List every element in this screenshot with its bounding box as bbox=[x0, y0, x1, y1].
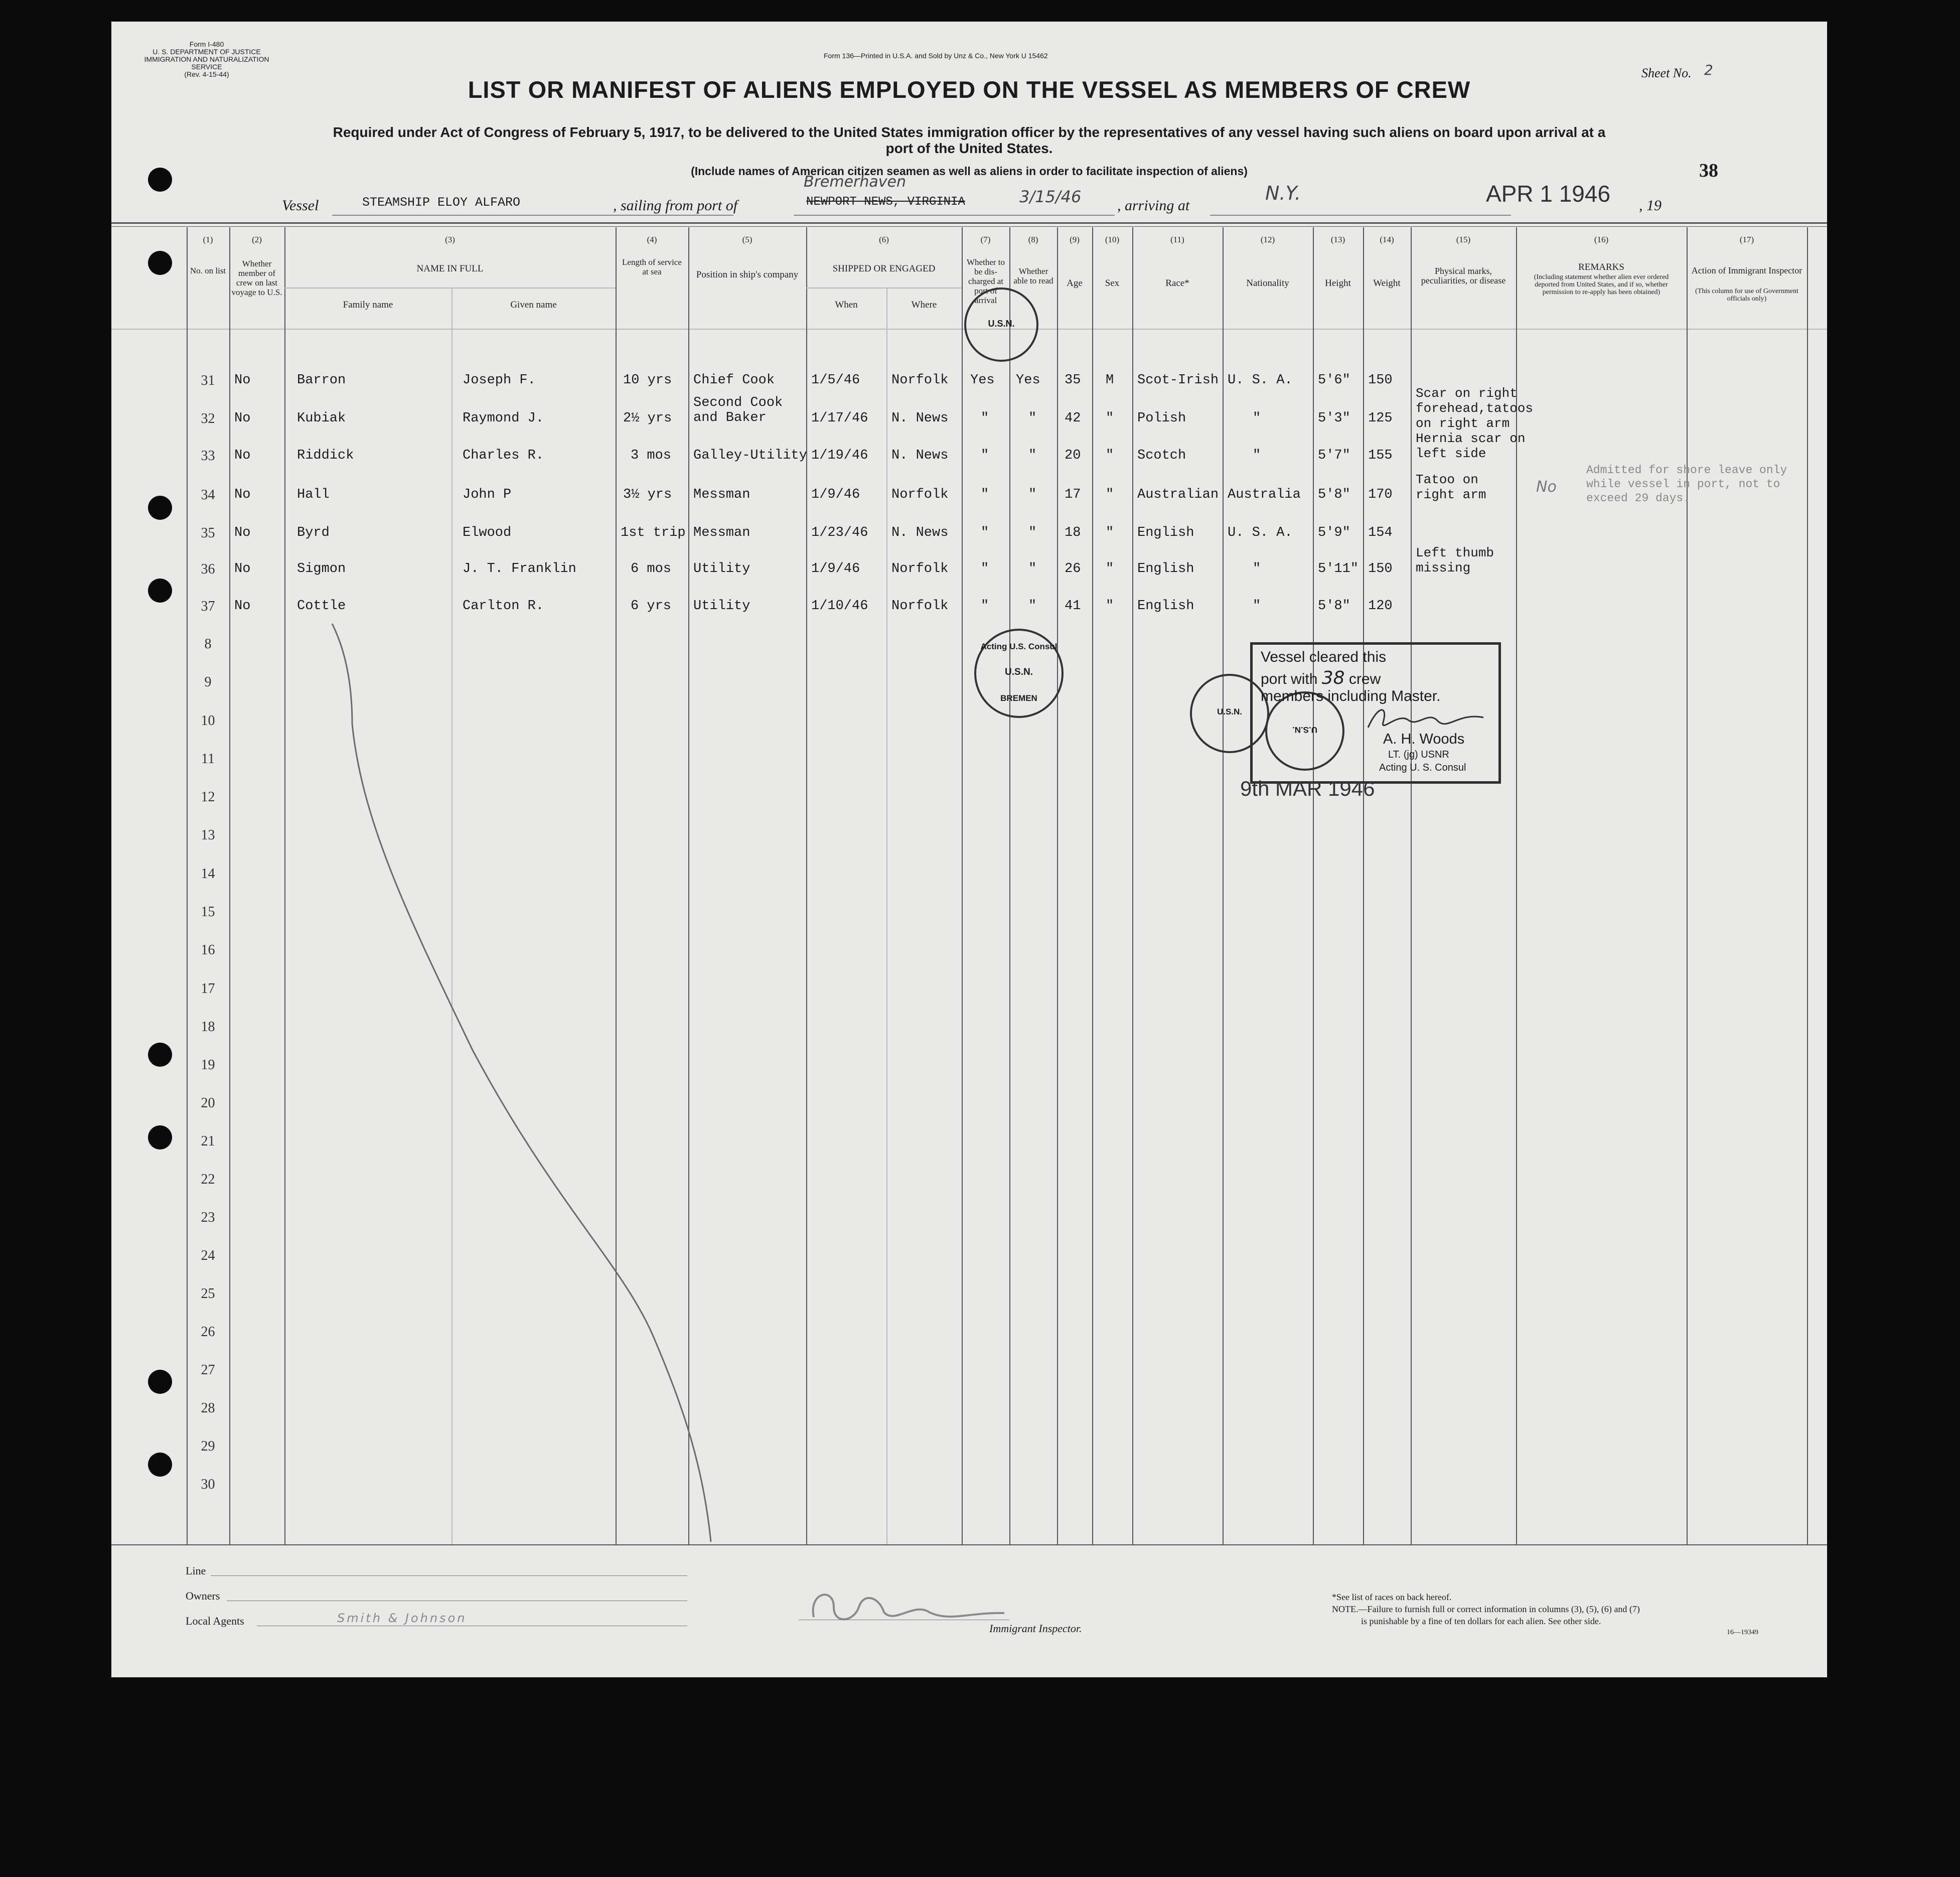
row-service: 6 mos bbox=[631, 561, 672, 576]
row-when: 1/9/46 bbox=[811, 561, 860, 576]
empty-row-number: 19 bbox=[201, 1057, 215, 1073]
physical-mark-line: Tatoo on bbox=[1416, 472, 1478, 487]
row-when: 1/19/46 bbox=[811, 448, 868, 463]
arrival-date-stamp: APR 1 1946 bbox=[1486, 181, 1611, 207]
empty-row-number: 23 bbox=[201, 1210, 215, 1225]
row-discharged: " bbox=[981, 411, 989, 426]
hdr-given-name: Given name bbox=[510, 300, 557, 310]
col-num-17: (17) bbox=[1739, 235, 1754, 244]
inspector-signature bbox=[804, 1577, 1014, 1632]
row-prior: No bbox=[234, 487, 251, 502]
row-position: Galley-Utility bbox=[693, 448, 807, 463]
hdr-position: Position in ship's company bbox=[696, 269, 799, 280]
col-num-14: (14) bbox=[1380, 235, 1394, 244]
vessel-name: STEAMSHIP ELOY ALFARO bbox=[362, 195, 521, 210]
hdr-name-in-full: NAME IN FULL bbox=[416, 263, 484, 274]
row-when: 1/9/46 bbox=[811, 487, 860, 502]
hdr-shipped: SHIPPED OR ENGAGED bbox=[832, 263, 936, 274]
consul-stamp-city: BREMEN bbox=[1000, 693, 1037, 703]
hdr-height: Height bbox=[1325, 278, 1351, 288]
row-age: 26 bbox=[1065, 561, 1081, 576]
row-prior: No bbox=[234, 448, 251, 463]
row-read: " bbox=[1028, 599, 1037, 614]
row-sex: " bbox=[1106, 411, 1114, 426]
empty-row-number: 11 bbox=[201, 751, 215, 767]
empty-row-number: 29 bbox=[201, 1438, 215, 1454]
hdr-remarks: REMARKS bbox=[1578, 262, 1624, 272]
footer-line-label: Line bbox=[186, 1564, 206, 1577]
row-race: English bbox=[1137, 561, 1194, 576]
consul-stamp-center: U.S.N. bbox=[1292, 725, 1318, 735]
remarks-no: No bbox=[1536, 478, 1557, 496]
row-prior: No bbox=[234, 373, 251, 388]
punch-hole bbox=[148, 1125, 172, 1149]
row-service: 6 yrs bbox=[631, 599, 672, 614]
punch-hole bbox=[148, 1370, 172, 1394]
row-age: 35 bbox=[1065, 373, 1081, 388]
row-family: Byrd bbox=[297, 525, 330, 540]
empty-row-number: 30 bbox=[201, 1477, 215, 1492]
row-nationality: " bbox=[1253, 448, 1261, 463]
row-no: 37 bbox=[201, 599, 215, 614]
row-no: 36 bbox=[201, 561, 215, 577]
row-position: Messman bbox=[693, 525, 750, 540]
service: IMMIGRATION AND NATURALIZATION SERVICE bbox=[144, 55, 269, 71]
row-given: Carlton R. bbox=[463, 599, 544, 614]
row-height: 5'11" bbox=[1318, 561, 1359, 576]
row-given: J. T. Franklin bbox=[463, 561, 576, 576]
col-num-13: (13) bbox=[1330, 235, 1345, 244]
col-num-8: (8) bbox=[1028, 235, 1038, 244]
row-read: " bbox=[1028, 411, 1037, 426]
hdr-remarks-note: (Including statement whether alien ever ordered deported from United States, and if so, whether permission to re-apply has been obtained) bbox=[1534, 273, 1669, 296]
consul-stamp bbox=[974, 629, 1064, 718]
hdr-length-service: Length of service at sea bbox=[622, 257, 682, 276]
row-prior: No bbox=[234, 599, 251, 614]
row-weight: 150 bbox=[1368, 373, 1393, 388]
row-nationality: U. S. A. bbox=[1228, 525, 1293, 540]
row-nationality: " bbox=[1253, 411, 1261, 426]
row-family: Barron bbox=[297, 373, 346, 388]
row-position: Chief Cook bbox=[693, 373, 775, 388]
footer-owners-label: Owners bbox=[186, 1590, 220, 1602]
row-no: 32 bbox=[201, 411, 215, 426]
hdr-where: Where bbox=[911, 300, 937, 310]
row-prior: No bbox=[234, 561, 251, 576]
hdr-physical: Physical marks, peculiarities, or disease bbox=[1421, 266, 1506, 285]
sailing-label: , sailing from port of bbox=[613, 197, 738, 214]
row-read: " bbox=[1028, 448, 1037, 463]
empty-row-number: 9 bbox=[204, 674, 212, 690]
row-weight: 125 bbox=[1368, 411, 1393, 426]
consul-stamp-center: U.S.N. bbox=[1217, 707, 1243, 716]
department: U. S. DEPARTMENT OF JUSTICE bbox=[153, 48, 261, 56]
clearance-count: 38 bbox=[1321, 668, 1345, 688]
officer-title: Acting U. S. Consul bbox=[1379, 762, 1466, 773]
footer-agents-label: Local Agents bbox=[186, 1615, 244, 1627]
row-sex: " bbox=[1106, 561, 1114, 576]
row-race: English bbox=[1137, 599, 1194, 614]
physical-mark-line: Left thumb bbox=[1416, 545, 1494, 560]
row-sex: " bbox=[1106, 448, 1114, 463]
row-sex: " bbox=[1106, 487, 1114, 502]
row-where: N. News bbox=[891, 525, 949, 540]
hdr-sex: Sex bbox=[1105, 278, 1120, 288]
physical-mark-line: forehead,tatoos bbox=[1416, 401, 1534, 416]
row-service: 3½ yrs bbox=[623, 487, 672, 502]
row-where: N. News bbox=[891, 448, 949, 463]
consul-stamp bbox=[964, 287, 1038, 362]
empty-row-number: 13 bbox=[201, 827, 215, 843]
row-family: Cottle bbox=[297, 599, 346, 614]
punch-hole bbox=[148, 168, 172, 192]
row-discharged: " bbox=[981, 599, 989, 614]
sheet-label: Sheet No. bbox=[1641, 66, 1692, 80]
col-num-2: (2) bbox=[252, 235, 262, 244]
row-weight: 150 bbox=[1368, 561, 1393, 576]
row-family: Hall bbox=[297, 487, 330, 502]
row-when: 1/10/46 bbox=[811, 599, 868, 614]
row-no: 31 bbox=[201, 373, 215, 388]
row-position: Utility bbox=[693, 561, 750, 576]
row-nationality: Australia bbox=[1228, 487, 1301, 502]
row-height: 5'6" bbox=[1318, 373, 1350, 388]
clearance-port-with: port with bbox=[1261, 671, 1318, 687]
row-given: Joseph F. bbox=[463, 373, 536, 388]
empty-row-number: 25 bbox=[201, 1286, 215, 1302]
col-num-9: (9) bbox=[1070, 235, 1080, 244]
hdr-family-name: Family name bbox=[343, 300, 393, 310]
physical-mark-line: right arm bbox=[1416, 487, 1486, 502]
empty-row-number: 10 bbox=[201, 713, 215, 729]
arriving-label: , arriving at bbox=[1117, 197, 1190, 214]
row-discharged: Yes bbox=[970, 373, 995, 388]
row-given: John P bbox=[463, 487, 512, 502]
row-weight: 120 bbox=[1368, 599, 1393, 614]
officer-name: A. H. Woods bbox=[1383, 731, 1465, 747]
row-when: 1/17/46 bbox=[811, 411, 868, 426]
empty-row-number: 17 bbox=[201, 981, 215, 996]
shore-leave-line: while vessel in port, not to bbox=[1586, 478, 1780, 491]
page-title: LIST OR MANIFEST OF ALIENS EMPLOYED ON THE VESSEL AS MEMBERS OF CREW bbox=[468, 76, 1471, 103]
hdr-race: Race* bbox=[1165, 278, 1189, 288]
clearance-line-1: Vessel cleared this bbox=[1261, 649, 1387, 665]
empty-row-number: 20 bbox=[201, 1095, 215, 1111]
empty-row-number: 8 bbox=[204, 636, 212, 652]
row-weight: 155 bbox=[1368, 448, 1393, 463]
row-race: English bbox=[1137, 525, 1194, 540]
shore-leave-line: Admitted for shore leave only bbox=[1586, 464, 1787, 477]
footer-notes bbox=[1332, 1591, 1640, 1627]
row-family: Sigmon bbox=[297, 561, 346, 576]
row-prior: No bbox=[234, 411, 251, 426]
col-num-6: (6) bbox=[879, 235, 889, 244]
hdr-action-note: (This column for use of Government officials only) bbox=[1695, 287, 1798, 303]
page-number: 38 bbox=[1699, 160, 1718, 181]
sheet-number: 2 bbox=[1704, 62, 1713, 78]
row-nationality: " bbox=[1253, 599, 1261, 614]
hdr-weight: Weight bbox=[1373, 278, 1401, 288]
officer-rank: LT. (jg) USNR bbox=[1388, 749, 1449, 760]
physical-mark-line: Scar on right bbox=[1416, 386, 1518, 401]
row-sex: " bbox=[1106, 599, 1114, 614]
row-service: 1st trip bbox=[621, 525, 686, 540]
row-prior: No bbox=[234, 525, 251, 540]
row-weight: 154 bbox=[1368, 525, 1393, 540]
pen-stroke bbox=[111, 22, 1827, 1677]
row-position: Second Cook and Baker bbox=[693, 395, 783, 425]
empty-row-number: 15 bbox=[201, 904, 215, 920]
row-height: 5'3" bbox=[1318, 411, 1350, 426]
col-num-1: (1) bbox=[203, 235, 213, 244]
row-race: Polish bbox=[1137, 411, 1186, 426]
arrival-port: N.Y. bbox=[1265, 182, 1301, 204]
row-nationality: " bbox=[1253, 561, 1261, 576]
row-sex: M bbox=[1106, 373, 1114, 388]
punch-hole bbox=[148, 579, 172, 603]
row-discharged: " bbox=[981, 561, 989, 576]
row-where: N. News bbox=[891, 411, 949, 426]
col-num-4: (4) bbox=[647, 235, 657, 244]
physical-mark-line: missing bbox=[1416, 560, 1471, 575]
row-age: 18 bbox=[1065, 525, 1081, 540]
row-read: " bbox=[1028, 561, 1037, 576]
col-num-12: (12) bbox=[1260, 235, 1275, 244]
form-number: Form I-480 bbox=[189, 40, 224, 48]
manifest-page bbox=[111, 22, 1827, 1677]
port-printed: NEWPORT NEWS, VIRGINIA bbox=[806, 195, 965, 209]
clearance-stamp bbox=[1250, 642, 1501, 784]
empty-row-number: 27 bbox=[201, 1362, 215, 1378]
punch-hole bbox=[148, 251, 172, 275]
row-discharged: " bbox=[981, 448, 989, 463]
footer-line-rule bbox=[211, 1575, 687, 1576]
col-num-3: (3) bbox=[445, 235, 455, 244]
col-num-10: (10) bbox=[1105, 235, 1120, 244]
physical-mark-line: left side bbox=[1416, 446, 1486, 461]
date-stamp: 9th MAR 1946 bbox=[1240, 777, 1375, 800]
inspector-label: Immigrant Inspector. bbox=[989, 1622, 1082, 1635]
row-where: Norfolk bbox=[891, 599, 949, 614]
row-age: 17 bbox=[1065, 487, 1081, 502]
row-read: Yes bbox=[1016, 373, 1040, 388]
row-no: 34 bbox=[201, 487, 215, 503]
empty-row-number: 16 bbox=[201, 942, 215, 958]
consul-stamp-ring: Acting U.S. Consul bbox=[980, 642, 1058, 651]
punch-hole bbox=[148, 1453, 172, 1477]
row-service: 3 mos bbox=[631, 448, 672, 463]
row-when: 1/5/46 bbox=[811, 373, 860, 388]
subtitle-line-1: Required under Act of Congress of February 5, 1917, to be delivered to the United States immigration officer by the representatives of any vessel having such aliens on board upon arrival at a bbox=[333, 124, 1606, 140]
row-race: Australian bbox=[1137, 487, 1219, 502]
physical-mark-line: Hernia scar on bbox=[1416, 431, 1526, 446]
hdr-no-on-list: No. on list bbox=[190, 266, 226, 275]
hdr-action: Action of Immigrant Inspector bbox=[1691, 265, 1802, 275]
row-height: 5'8" bbox=[1318, 599, 1350, 614]
revision: (Rev. 4-15-44) bbox=[184, 70, 229, 78]
row-where: Norfolk bbox=[891, 373, 949, 388]
hdr-age: Age bbox=[1067, 278, 1083, 288]
hdr-prior-voyage: Whether member of crew on last voyage to U.S. bbox=[231, 259, 282, 297]
row-race: Scotch bbox=[1137, 448, 1186, 463]
empty-row-number: 22 bbox=[201, 1172, 215, 1187]
row-sex: " bbox=[1106, 525, 1114, 540]
clearance-crew: crew bbox=[1348, 671, 1381, 687]
col-num-16: (16) bbox=[1594, 235, 1609, 244]
footer-form-code: 16—19349 bbox=[1727, 1629, 1758, 1636]
subtitle-line-2: port of the United States. bbox=[885, 140, 1053, 156]
hdr-discharged: Whether to be dis-charged at port of arrival bbox=[967, 257, 1005, 305]
row-age: 42 bbox=[1065, 411, 1081, 426]
row-height: 5'8" bbox=[1318, 487, 1350, 502]
row-read: " bbox=[1028, 487, 1037, 502]
hdr-nationality: Nationality bbox=[1246, 278, 1289, 288]
row-discharged: " bbox=[981, 525, 989, 540]
consul-stamp-center: U.S.N. bbox=[988, 319, 1015, 329]
punch-hole bbox=[148, 1043, 172, 1067]
row-family: Kubiak bbox=[297, 411, 346, 426]
empty-row-number: 18 bbox=[201, 1019, 215, 1035]
row-where: Norfolk bbox=[891, 561, 949, 576]
col-num-11: (11) bbox=[1170, 235, 1184, 244]
row-age: 20 bbox=[1065, 448, 1081, 463]
row-age: 41 bbox=[1065, 599, 1081, 614]
row-height: 5'9" bbox=[1318, 525, 1350, 540]
port-handwritten: Bremerhaven bbox=[804, 173, 907, 191]
row-position: Messman bbox=[693, 487, 750, 502]
clearance-line-2 bbox=[1261, 668, 1381, 688]
printer-line: Form 136—Printed in U.S.A. and Sold by Unz & Co., New York U 15462 bbox=[824, 52, 1048, 60]
empty-row-number: 26 bbox=[201, 1324, 215, 1340]
row-read: " bbox=[1028, 525, 1037, 540]
physical-mark-line: on right arm bbox=[1416, 416, 1510, 431]
row-no: 35 bbox=[201, 525, 215, 541]
empty-row-number: 28 bbox=[201, 1400, 215, 1416]
row-no: 33 bbox=[201, 448, 215, 464]
row-service: 10 yrs bbox=[623, 373, 672, 388]
hdr-when: When bbox=[835, 300, 858, 310]
punch-hole bbox=[148, 496, 172, 520]
empty-row-number: 21 bbox=[201, 1133, 215, 1149]
footer-note-races: *See list of races on back hereof. bbox=[1332, 1592, 1452, 1602]
row-nationality: U. S. A. bbox=[1228, 373, 1293, 388]
empty-row-number: 14 bbox=[201, 866, 215, 882]
row-given: Elwood bbox=[463, 525, 512, 540]
empty-row-number: 12 bbox=[201, 789, 215, 805]
row-discharged: " bbox=[981, 487, 989, 502]
row-service: 2½ yrs bbox=[623, 411, 672, 426]
footer-note-fine: NOTE.—Failure to furnish full or correct information in columns (3), (5), (6) and (7) bbox=[1332, 1604, 1640, 1614]
row-position: Utility bbox=[693, 599, 750, 614]
col-num-5: (5) bbox=[742, 235, 752, 244]
col-num-15: (15) bbox=[1456, 235, 1471, 244]
row-given: Charles R. bbox=[463, 448, 544, 463]
row-family: Riddick bbox=[297, 448, 354, 463]
empty-row-number: 24 bbox=[201, 1248, 215, 1263]
row-given: Raymond J. bbox=[463, 411, 544, 426]
year-label: , 19 bbox=[1639, 197, 1662, 214]
subtitle-note: (Include names of American citizen seamen as well as aliens in order to facilitate inspection of aliens) bbox=[691, 165, 1248, 178]
hdr-able-to-read: Whether able to read bbox=[1013, 266, 1053, 285]
clearance-line-4: members including Master. bbox=[1261, 688, 1441, 704]
row-when: 1/23/46 bbox=[811, 525, 868, 540]
col-num-7: (7) bbox=[980, 235, 991, 244]
row-where: Norfolk bbox=[891, 487, 949, 502]
footer-note-fine-cont: is punishable by a fine of ten dollars for each alien. See other side. bbox=[1361, 1616, 1601, 1626]
row-weight: 170 bbox=[1368, 487, 1393, 502]
row-height: 5'7" bbox=[1318, 448, 1350, 463]
row-race: Scot-Irish bbox=[1137, 373, 1219, 388]
vessel-label: Vessel bbox=[282, 197, 319, 214]
shore-leave-line: exceed 29 days. bbox=[1586, 492, 1691, 505]
footer-agents-value: Smith & Johnson bbox=[337, 1611, 467, 1625]
consul-stamp-center: U.S.N. bbox=[1005, 667, 1033, 677]
sailing-date: 3/15/46 bbox=[1019, 187, 1082, 206]
